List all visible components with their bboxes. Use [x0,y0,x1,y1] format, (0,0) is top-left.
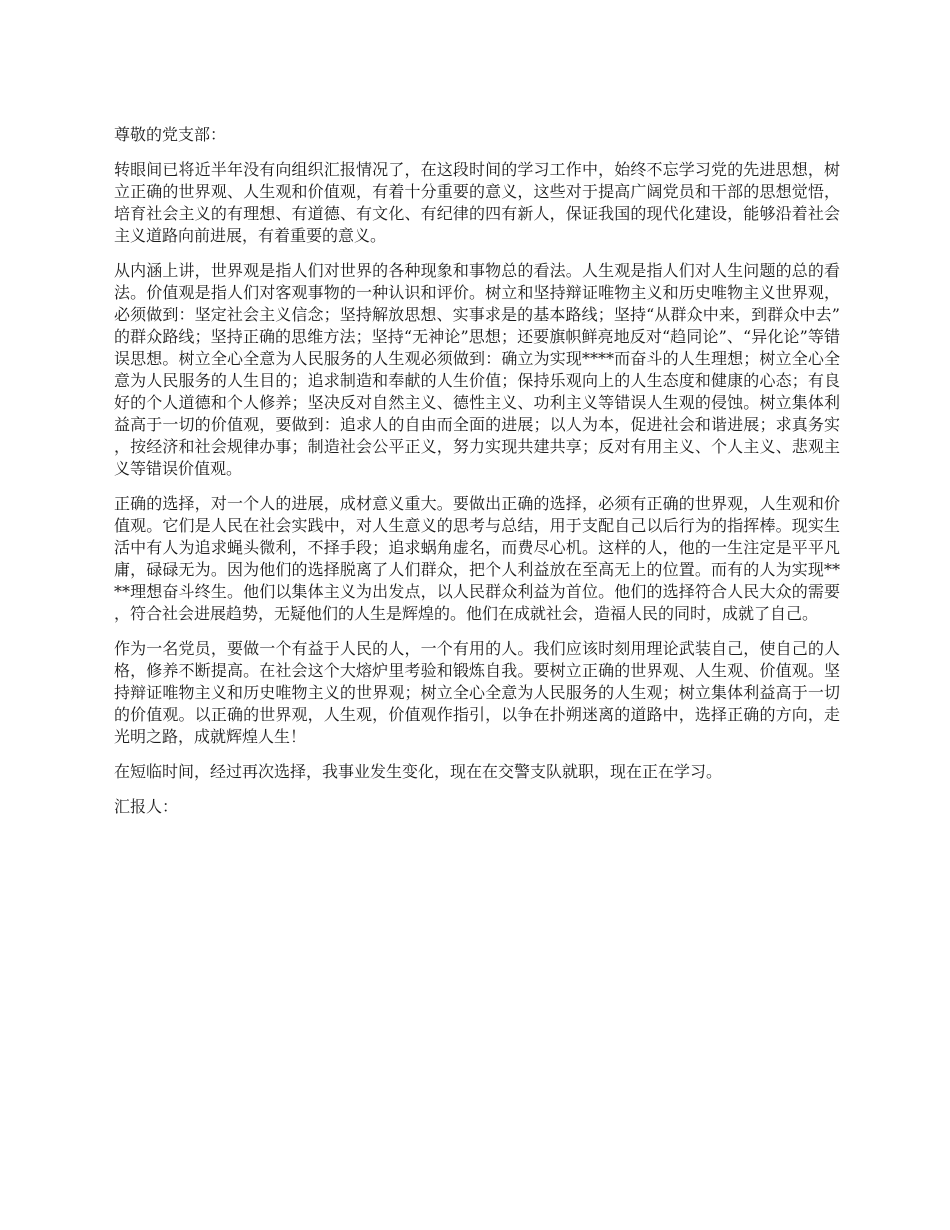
letter-paragraph-2: 从内涵上讲，世界观是指人们对世界的各种现象和事物总的看法。人生观是指人们对人生问题的总的看法。价值观是指人们对客观事物的一种认识和评价。树立和坚持辩证唯物主义和历史唯物主义世界观，必须做到：坚定社会主义信念；坚持解放思想、实事求是的基本路线；坚持“从群众中来，到群众中去”的群众路线；坚持正确的思维方法；坚持“无神论”思想；还要旗帜鲜亮地反对“趋同论”、“异化论”等错误思想。树立全心全意为人民服务的人生观必须做到：确立为实现****而奋斗的人生理想；树立全心全意为人民服务的人生目的；追求制造和奉献的人生价值；保持乐观向上的人生态度和健康的心态；有良好的个人道德和个人修养；坚决反对自然主义、德性主义、功利主义等错误人生观的侵蚀。树立集体利益高于一切的价值观，要做到：追求人的自由而全面的进展；以人为本，促进社会和谐进展；求真务实，按经济和社会规律办事；制造社会公平正义，努力实现共建共享；反对有用主义、个人主义、悲观主义等错误价值观。 [114,261,840,478]
letter-paragraph-4: 作为一名党员，要做一个有益于人民的人，一个有用的人。我们应该时刻用理论武装自己，使自己的人格，修养不断提高。在社会这个大熔炉里考验和锻炼自我。要树立正确的世界观、人生观、价值观。坚持辩证唯物主义和历史唯物主义的世界观；树立全心全意为人民服务的人生观；树立集体利益高于一切的价值观。以正确的世界观，人生观，价值观作指引，以争在扑朔迷离的道路中，选择正确的方向，走光明之路，成就辉煌人生！ [114,639,840,746]
letter-paragraph-5: 在短临时间，经过再次选择，我事业发生变化，现在在交警支队就职，现在正在学习。 [114,762,723,781]
letter-document [114,124,840,831]
letter-signature: 汇报人： [114,797,179,816]
letter-paragraph-1: 转眼间已将近半年没有向组织汇报情况了，在这段时间的学习工作中，始终不忘学习党的先进思想，树立正确的世界观、人生观和价值观，有着十分重要的意义，这些对于提高广阔党员和干部的思想觉悟，培育社会主义的有理想、有道德、有文化、有纪律的四有新人，保证我国的现代化建设，能够沿着社会主义道路向前进展，有着重要的意义。 [114,160,840,245]
letter-paragraph-3: 正确的选择，对一个人的进展，成材意义重大。要做出正确的选择，必须有正确的世界观，人生观和价值观。它们是人民在社会实践中，对人生意义的思考与总结，用于支配自己以后行为的指挥棒。现实生活中有人为追求蝇头微利，不择手段；追求蜗角虚名，而费尽心机。这样的人，他的一生注定是平平凡庸，碌碌无为。因为他们的选择脱离了人们群众，把个人利益放在至高无上的位置。而有的人为实现****理想奋斗终生。他们以集体主义为出发点，以人民群众利益为首位。他们的选择符合人民大众的需要，符合社会进展趋势，无疑他们的人生是辉煌的。他们在成就社会，造福人民的同时，成就了自己。 [114,494,840,623]
letter-greeting: 尊敬的党支部： [114,125,227,144]
